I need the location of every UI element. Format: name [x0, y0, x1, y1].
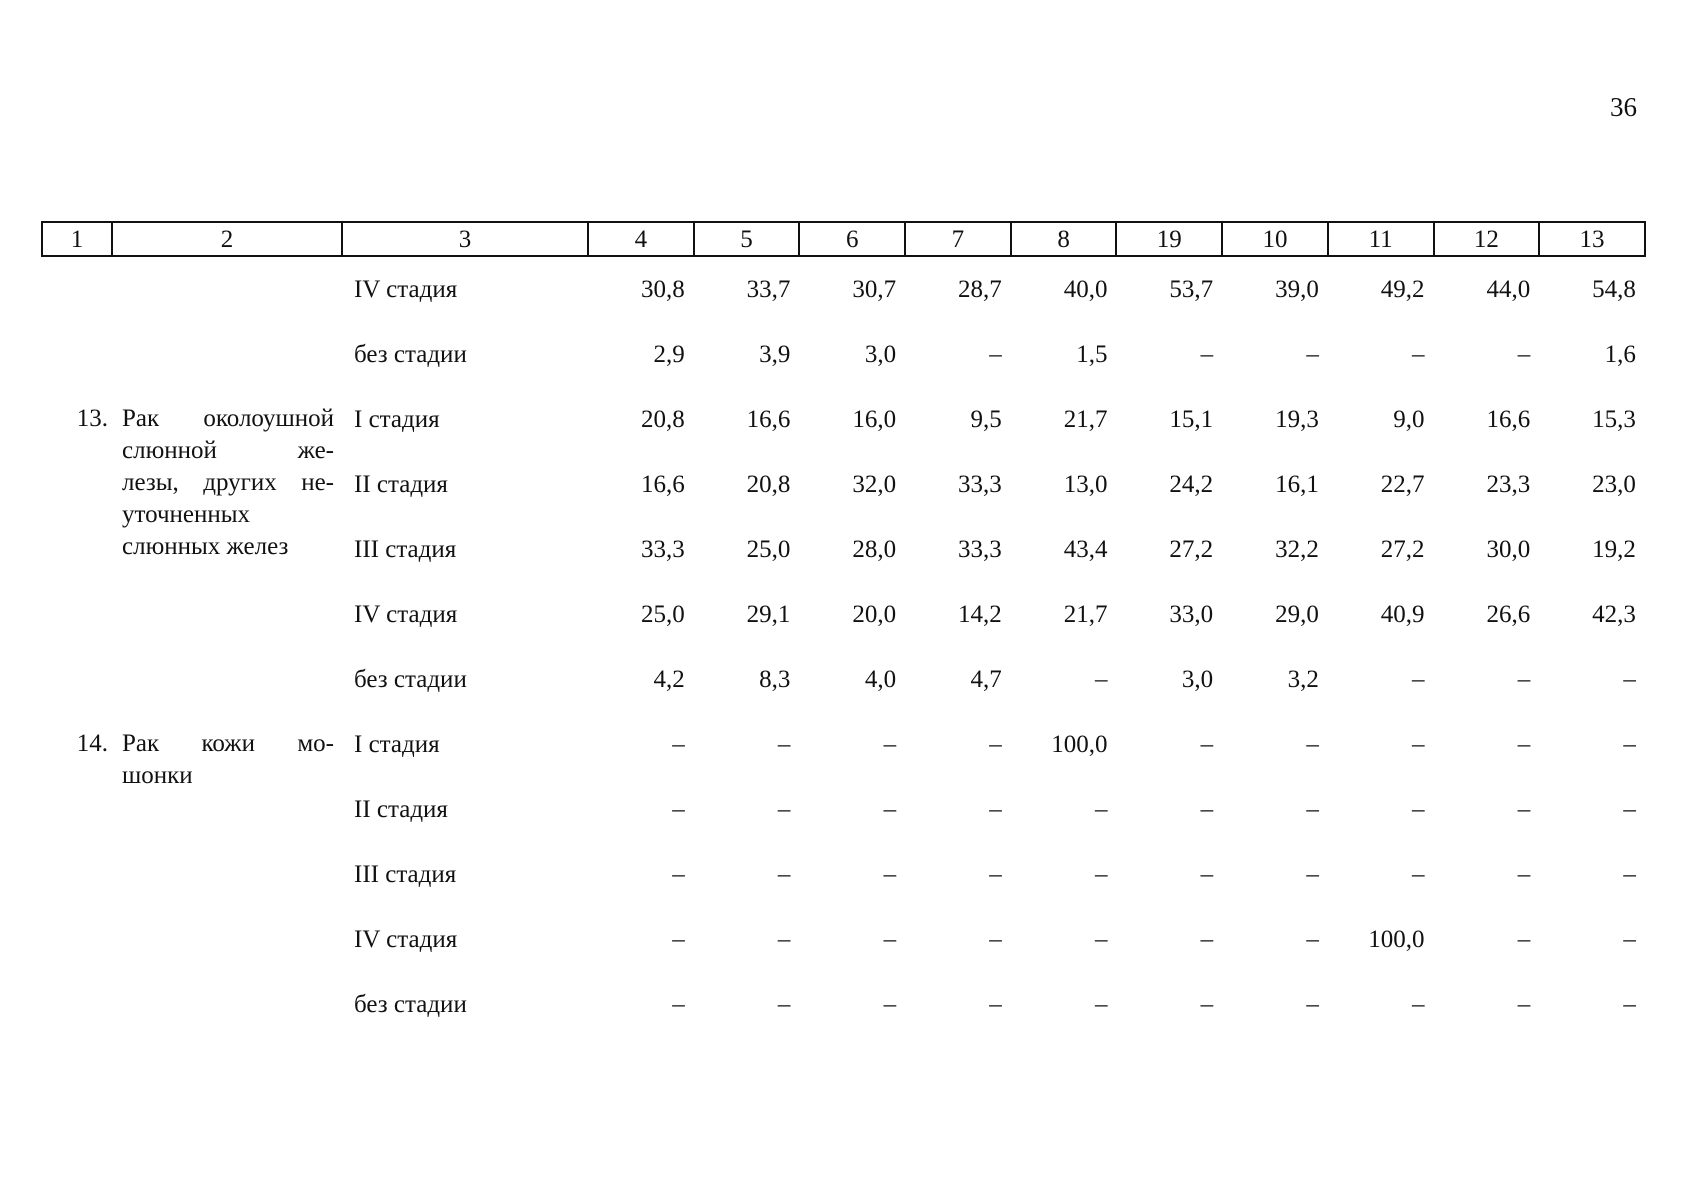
value-cell: – [1094, 990, 1108, 1018]
value-cell: – [1517, 990, 1531, 1018]
stage-label: IV стадия [354, 925, 458, 953]
value-cell: – [672, 730, 685, 758]
value-cell: 28,0 [852, 535, 897, 563]
value-cell: – [1306, 860, 1319, 888]
column-number-header: 6 [799, 222, 905, 256]
stage-label: IV стадия [354, 600, 458, 628]
value-cell: – [883, 860, 897, 888]
table-row [42, 712, 1645, 777]
diagnosis-name-line: шонки [122, 762, 193, 789]
value-cell: – [1623, 795, 1636, 823]
value-cell: – [1094, 665, 1108, 693]
value-cell: – [1412, 340, 1425, 368]
stage-label: I стадия [354, 730, 440, 758]
value-cell: 43,4 [1063, 535, 1108, 563]
value-cell: – [1094, 860, 1108, 888]
column-number-header: 7 [905, 222, 1011, 256]
value-cell: 33,3 [958, 535, 1002, 563]
value-cell: – [1517, 925, 1531, 953]
value-cell: – [1412, 860, 1425, 888]
value-cell: – [777, 925, 791, 953]
value-cell: 23,3 [1486, 470, 1531, 498]
value-cell: 30,0 [1486, 535, 1531, 563]
value-cell: – [883, 795, 897, 823]
column-number-header: 1 [42, 222, 112, 256]
value-cell: – [1517, 860, 1531, 888]
table-row [42, 322, 1645, 387]
table-row [42, 387, 1645, 452]
value-cell: – [1412, 665, 1425, 693]
value-cell: – [1517, 340, 1531, 368]
stage-label: II стадия [354, 795, 448, 823]
value-cell: 100,0 [1368, 925, 1425, 953]
value-cell: – [1623, 665, 1636, 693]
value-cell: – [1200, 340, 1214, 368]
value-cell: 24,2 [1169, 470, 1214, 498]
value-cell: 21,7 [1063, 600, 1108, 628]
value-cell: – [672, 925, 685, 953]
value-cell: – [1517, 795, 1531, 823]
value-cell: – [1412, 795, 1425, 823]
value-cell: 23,0 [1592, 470, 1636, 498]
value-cell: – [883, 730, 897, 758]
value-cell: – [672, 990, 685, 1018]
column-number-header: 5 [694, 222, 800, 256]
value-cell: – [1623, 990, 1636, 1018]
value-cell: 30,7 [852, 275, 897, 303]
value-cell: 49,2 [1380, 275, 1425, 303]
value-cell: 33,3 [640, 535, 685, 563]
stage-label: без стадии [354, 340, 467, 368]
row-number: 14. [76, 730, 108, 757]
value-cell: 33,7 [746, 275, 791, 303]
value-cell: 33,0 [1169, 600, 1214, 628]
value-cell: 27,2 [1169, 535, 1214, 563]
value-cell: 54,8 [1592, 275, 1636, 303]
value-cell: 100,0 [1051, 730, 1108, 758]
value-cell: 20,8 [640, 405, 685, 433]
value-cell: – [883, 925, 897, 953]
value-cell: 4,2 [653, 665, 685, 693]
value-cell: 4,0 [864, 665, 897, 693]
value-cell: 3,0 [864, 340, 897, 368]
value-cell: 4,7 [970, 665, 1002, 693]
value-cell: – [1623, 925, 1636, 953]
value-cell: 40,9 [1380, 600, 1425, 628]
value-cell: 27,2 [1380, 535, 1425, 563]
value-cell: – [1517, 730, 1531, 758]
column-number-header: 8 [1011, 222, 1117, 256]
value-cell: – [777, 990, 791, 1018]
value-cell: 39,0 [1275, 275, 1319, 303]
value-cell: 16,6 [640, 470, 685, 498]
value-cell: – [989, 925, 1002, 953]
value-cell: – [1306, 795, 1319, 823]
value-cell: 1,6 [1604, 340, 1636, 368]
value-cell: 3,2 [1287, 665, 1319, 693]
value-cell: 40,0 [1063, 275, 1108, 303]
diagnosis-name-line: уточненных [122, 501, 251, 528]
value-cell: – [989, 990, 1002, 1018]
empty-cell [42, 256, 112, 322]
value-cell: – [1094, 795, 1108, 823]
value-cell: 44,0 [1486, 275, 1531, 303]
value-cell: – [777, 795, 791, 823]
value-cell: – [989, 795, 1002, 823]
table-row [42, 256, 1645, 322]
value-cell: 22,7 [1380, 470, 1425, 498]
table-body [42, 256, 1645, 1037]
stage-label: III стадия [354, 860, 457, 888]
value-cell: – [672, 860, 685, 888]
value-cell: 19,3 [1275, 405, 1319, 433]
stage-label: без стадии [354, 665, 467, 693]
column-number-header: 13 [1539, 222, 1645, 256]
stage-label: IV стадия [354, 275, 458, 303]
column-number-header: 12 [1434, 222, 1540, 256]
empty-cell [112, 322, 342, 387]
diagnosis-name-line: Рак околоушной [122, 405, 334, 432]
value-cell: – [1094, 925, 1108, 953]
value-cell: 21,7 [1063, 405, 1108, 433]
value-cell: 16,1 [1275, 470, 1319, 498]
value-cell: 29,0 [1275, 600, 1319, 628]
stage-label: III стадия [354, 535, 457, 563]
value-cell: 30,8 [640, 275, 685, 303]
value-cell: 14,2 [958, 600, 1002, 628]
diagnosis-name-line: лезы, других не- [122, 469, 334, 496]
value-cell: 3,0 [1181, 665, 1214, 693]
column-number-header: 4 [588, 222, 694, 256]
value-cell: 53,7 [1169, 275, 1214, 303]
value-cell: 25,0 [746, 535, 791, 563]
column-number-header: 10 [1222, 222, 1328, 256]
value-cell: 20,0 [852, 600, 897, 628]
value-cell: 26,6 [1486, 600, 1531, 628]
value-cell: 9,5 [970, 405, 1002, 433]
value-cell: – [1200, 860, 1214, 888]
value-cell: – [883, 990, 897, 1018]
value-cell: – [989, 730, 1002, 758]
value-cell: – [777, 730, 791, 758]
value-cell: 15,1 [1169, 405, 1214, 433]
value-cell: – [989, 340, 1002, 368]
column-number-header-row [42, 222, 1645, 256]
value-cell: 13,0 [1063, 470, 1108, 498]
column-number-header: 19 [1116, 222, 1222, 256]
value-cell: – [1200, 925, 1214, 953]
empty-cell [42, 322, 112, 387]
diagnosis-name-line: Рак кожи мо- [122, 730, 334, 757]
value-cell: – [1200, 990, 1214, 1018]
statistics-table [41, 221, 1646, 1037]
value-cell: 19,2 [1592, 535, 1636, 563]
value-cell: 16,0 [852, 405, 897, 433]
value-cell: – [1306, 925, 1319, 953]
value-cell: – [1412, 730, 1425, 758]
diagnosis-name-line: слюнной же- [122, 437, 334, 464]
value-cell: – [1623, 860, 1636, 888]
value-cell: 2,9 [653, 340, 685, 368]
value-cell: 32,0 [852, 470, 897, 498]
value-cell: – [1200, 730, 1214, 758]
stage-label: без стадии [354, 990, 467, 1018]
value-cell: 9,0 [1393, 405, 1425, 433]
stage-label: I стадия [354, 405, 440, 433]
row-number: 13. [76, 405, 108, 432]
value-cell: 28,7 [958, 275, 1002, 303]
value-cell: 33,3 [958, 470, 1002, 498]
diagnosis-name-line: слюнных желез [122, 533, 289, 560]
value-cell: 16,6 [746, 405, 791, 433]
value-cell: 1,5 [1076, 340, 1108, 368]
stage-label: II стадия [354, 470, 448, 498]
diagnosis-name [112, 712, 342, 1037]
value-cell: – [672, 795, 685, 823]
value-cell: 8,3 [759, 665, 791, 693]
value-cell: 42,3 [1592, 600, 1636, 628]
value-cell: – [777, 860, 791, 888]
column-number-header: 3 [342, 222, 588, 256]
value-cell: – [1306, 990, 1319, 1018]
value-cell: – [989, 860, 1002, 888]
value-cell: – [1306, 340, 1319, 368]
value-cell: – [1623, 730, 1636, 758]
value-cell: – [1412, 990, 1425, 1018]
value-cell: 25,0 [640, 600, 685, 628]
value-cell: 16,6 [1486, 405, 1531, 433]
empty-cell [112, 256, 342, 322]
value-cell: – [1200, 795, 1214, 823]
column-number-header: 11 [1328, 222, 1434, 256]
value-cell: 29,1 [746, 600, 791, 628]
page-number: 36 [1610, 92, 1637, 122]
value-cell: 3,9 [759, 340, 791, 368]
value-cell: – [1306, 730, 1319, 758]
value-cell: 32,2 [1275, 535, 1319, 563]
column-number-header: 2 [112, 222, 342, 256]
value-cell: – [1517, 665, 1531, 693]
value-cell: 20,8 [746, 470, 791, 498]
diagnosis-name [112, 387, 342, 712]
value-cell: 15,3 [1592, 405, 1636, 433]
